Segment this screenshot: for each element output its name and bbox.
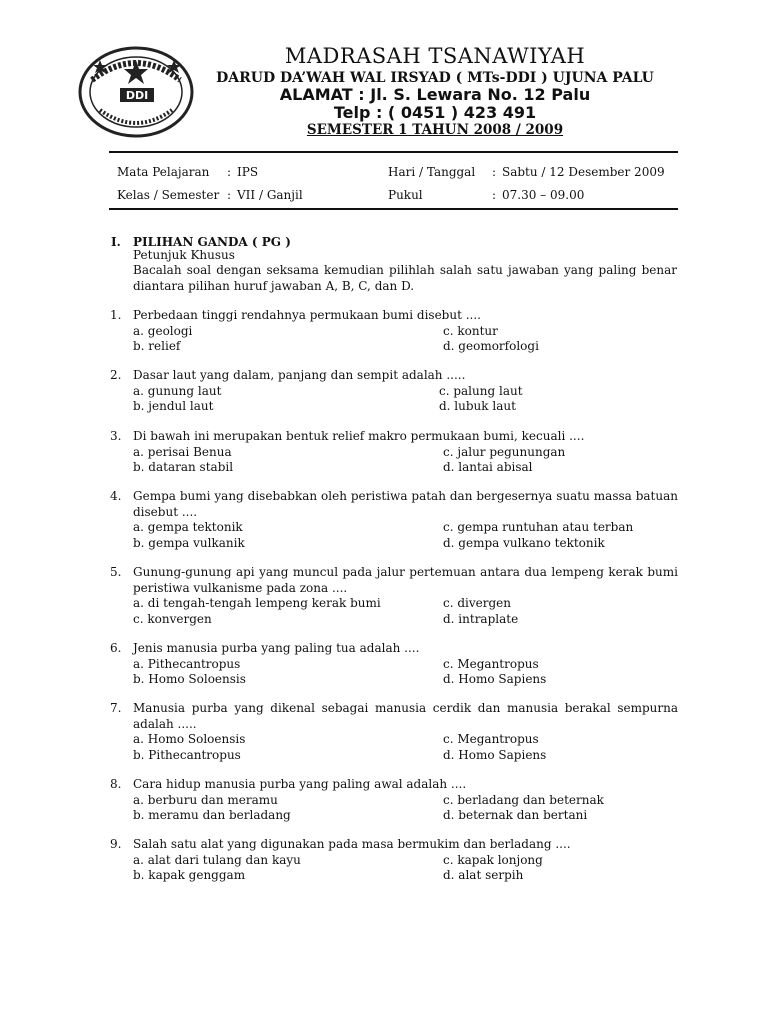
subject-label: Mata Pelajaran: [117, 165, 210, 179]
question-text: Gempa bumi yang disebabkan oleh peristiwa patah dan bergesernya suatu massa batuan disebut ....: [133, 489, 678, 519]
bottom-divider: [109, 208, 678, 210]
option-c: c. gempa runtuhan atau terban: [443, 520, 634, 535]
option-a: a. gempa tektonik: [133, 520, 243, 535]
option-a: a. alat dari tulang dan kayu: [133, 852, 301, 867]
ddi-emblem-icon: [70, 40, 200, 140]
question-9: [110, 837, 678, 884]
class-value: VII / Ganjil: [237, 188, 303, 202]
question-number: 7.: [110, 701, 122, 715]
question-text: Salah satu alat yang digunakan pada masa bermukim dan berladang ....: [133, 837, 571, 851]
option-d: d. gempa vulkano tektonik: [443, 535, 605, 550]
question-text: Dasar laut yang dalam, panjang dan sempit adalah .....: [133, 368, 466, 382]
instruction-text: Bacalah soal dengan seksama kemudian pilihlah salah satu jawaban yang paling benar diantara pilihan huruf jawaban A, B, C, dan D.: [133, 263, 677, 293]
option-b: b. relief: [133, 339, 181, 354]
question-text: Cara hidup manusia purba yang paling awal adalah ....: [133, 777, 467, 791]
question-number: 3.: [110, 429, 122, 443]
section-number: I.: [111, 235, 121, 249]
question-8: [110, 777, 678, 824]
option-d: d. Homo Sapiens: [443, 747, 547, 762]
semester-title: SEMESTER 1 TAHUN 2008 / 2009: [306, 122, 564, 138]
class-sep: :: [227, 188, 232, 202]
option-d: d. lubuk laut: [439, 399, 516, 414]
option-b: c. konvergen: [133, 611, 212, 626]
option-a: a. berburu dan meramu: [133, 792, 278, 807]
question-number: 2.: [110, 368, 122, 382]
question-5: [110, 565, 678, 627]
section-title: PILIHAN GANDA ( PG ): [133, 235, 291, 249]
question-number: 1.: [110, 308, 122, 322]
question-number: 8.: [110, 777, 122, 791]
option-c: c. jalur pegunungan: [443, 444, 566, 459]
day-sep: :: [492, 165, 497, 179]
day-label: Hari / Tanggal: [388, 165, 476, 179]
top-divider: [109, 151, 678, 153]
option-d: d. lantai abisal: [443, 460, 533, 475]
school-name: MADRASAH TSANAWIYAH: [284, 44, 586, 68]
option-c: c. Megantropus: [443, 732, 539, 747]
option-a: a. di tengah-tengah lempeng kerak bumi: [133, 596, 381, 611]
question-text: Manusia purba yang dikenal sebagai manusia cerdik dan manusia berakal sempurna adalah .....: [133, 701, 678, 731]
option-c: c. Megantropus: [443, 656, 539, 671]
class-label: Kelas / Semester: [117, 188, 220, 202]
option-c: c. kapak lonjong: [443, 852, 543, 867]
subject-sep: :: [227, 165, 232, 179]
question-text: Di bawah ini merupakan bentuk relief makro permukaan bumi, kecuali ....: [133, 429, 585, 443]
option-d: d. alat serpih: [443, 868, 524, 883]
option-b: b. kapak genggam: [133, 868, 246, 883]
option-b: b. Homo Soloensis: [133, 672, 246, 687]
option-c: c. kontur: [443, 323, 498, 338]
school-phone: Telp : ( 0451 ) 423 491: [333, 103, 537, 122]
option-a: a. gunung laut: [133, 383, 222, 398]
school-logo: [70, 40, 200, 140]
option-a: a. Homo Soloensis: [133, 732, 246, 747]
question-number: 5.: [110, 565, 122, 579]
question-3: [110, 429, 678, 476]
option-b: b. Pithecantropus: [133, 747, 241, 762]
time-sep: :: [492, 188, 497, 202]
time-label: Pukul: [388, 188, 423, 202]
svg-text:DDI: DDI: [125, 89, 149, 102]
question-7: [110, 701, 678, 763]
option-d: d. Homo Sapiens: [443, 672, 547, 687]
day-value: Sabtu / 12 Desember 2009: [502, 165, 665, 179]
question-4: [110, 489, 678, 551]
option-a: a. Pithecantropus: [133, 656, 241, 671]
option-d: d. beternak dan bertani: [443, 808, 588, 823]
time-value: 07.30 – 09.00: [502, 188, 585, 202]
option-d: d. intraplate: [443, 611, 519, 626]
question-number: 4.: [110, 489, 122, 503]
question-number: 6.: [110, 641, 122, 655]
subject-value: IPS: [237, 165, 259, 179]
instruction-title: Petunjuk Khusus: [133, 248, 235, 262]
option-a: a. geologi: [133, 323, 193, 338]
option-b: b. meramu dan berladang: [133, 808, 291, 823]
question-6: [110, 641, 678, 688]
school-address: ALAMAT : Jl. S. Lewara No. 12 Palu: [279, 85, 591, 104]
question-1: [110, 308, 678, 355]
question-text: Perbedaan tinggi rendahnya permukaan bumi disebut ....: [133, 308, 481, 322]
question-text: Gunung-gunung api yang muncul pada jalur pertemuan antara dua lempeng kerak bumi peristiwa vulkanisme pada zona ....: [133, 565, 678, 595]
question-text: Jenis manusia purba yang paling tua adalah ....: [133, 641, 420, 655]
question-number: 9.: [110, 837, 122, 851]
foundation-name: DARUD DA’WAH WAL IRSYAD ( MTs-DDI ) UJUNA PALU: [216, 70, 654, 86]
option-c: c. divergen: [443, 596, 511, 611]
option-d: d. geomorfologi: [443, 339, 539, 354]
option-b: b. dataran stabil: [133, 460, 234, 475]
option-b: b. gempa vulkanik: [133, 535, 245, 550]
question-2: [110, 368, 678, 415]
option-c: c. palung laut: [439, 383, 523, 398]
option-a: a. perisai Benua: [133, 444, 232, 459]
option-b: b. jendul laut: [133, 399, 214, 414]
option-c: c. berladang dan beternak: [443, 792, 604, 807]
